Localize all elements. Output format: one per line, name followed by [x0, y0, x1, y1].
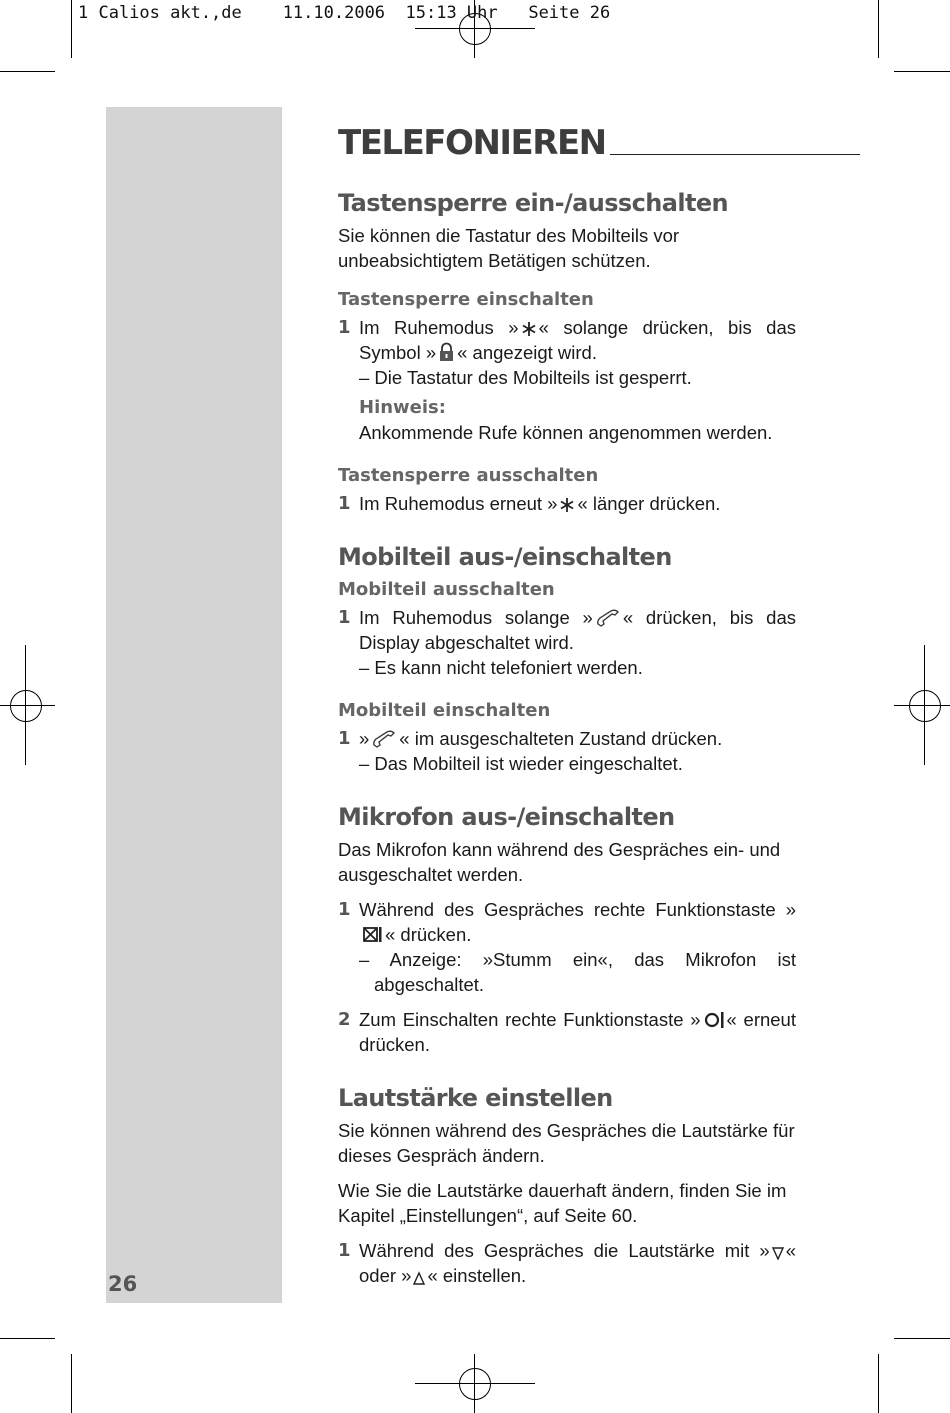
note-text: Ankommende Rufe können angenommen werden. [359, 422, 773, 443]
print-header: 1 Calios akt.,de 11.10.2006 15:13 Uhr Seite 26 [78, 3, 611, 23]
step-text: Im Ruhemodus erneut » « länger drücken. [359, 493, 721, 514]
subsection-title: Mobilteil einschalten [338, 700, 551, 721]
page-number: 26 [108, 1272, 138, 1296]
section-intro: Sie können die Tastatur des Mobilteils vor unbeabsichtigtem Betätigen schützen. [338, 225, 680, 271]
instruction-step [338, 315, 796, 365]
unmute-soft-key-icon [703, 1011, 725, 1029]
instruction-step [338, 726, 796, 751]
step-text: Zum Einschalten rechte Funktionstaste » « erneut drücken. [359, 1009, 796, 1055]
step-text: » « im ausgeschalteten Zustand drücken. [359, 728, 723, 749]
section-microphone [338, 802, 796, 1057]
chapter-rule [610, 154, 860, 155]
instruction-step [338, 897, 796, 947]
page-content [338, 120, 796, 1314]
step-number: 1 [338, 493, 351, 514]
volume-up-triangle-icon [413, 1271, 425, 1285]
registration-circle [909, 690, 941, 722]
section-title: Lautstärke einstellen [338, 1084, 613, 1112]
section-title: Mikrofon aus-/einschalten [338, 803, 675, 831]
volume-down-triangle-icon [772, 1246, 784, 1260]
instruction-step [338, 1007, 796, 1057]
step-text: Während des Gespräches rechte Funktionstaste »« drücken. [359, 899, 796, 945]
step-result: – Es kann nicht telefoniert werden. [359, 657, 643, 678]
subsection-title: Mobilteil ausschalten [338, 579, 555, 600]
handset-key-icon [595, 609, 621, 627]
mute-soft-key-icon [361, 926, 383, 944]
registration-circle [10, 690, 42, 722]
section-intro: Das Mikrofon kann während des Gespräches ein- und ausgeschaltet werden. [338, 839, 781, 885]
asterisk-key-icon [559, 497, 575, 513]
step-number: 1 [338, 607, 351, 628]
chapter-title: TELEFONIEREN [338, 123, 606, 163]
section-handset-power [338, 542, 796, 776]
asterisk-key-icon [521, 321, 537, 337]
crop-mark [0, 71, 55, 72]
registration-circle [459, 1368, 491, 1400]
crop-mark [71, 1354, 72, 1413]
chapter-heading [338, 120, 796, 166]
crop-mark [894, 1338, 950, 1339]
lock-icon [438, 342, 455, 362]
step-number: 2 [338, 1009, 351, 1030]
note-label: Hinweis: [359, 397, 446, 418]
step-number: 1 [338, 317, 351, 338]
instruction-step [338, 491, 796, 516]
section-title: Mobilteil aus-/einschalten [338, 543, 672, 571]
step-number: 1 [338, 899, 351, 920]
step-result: – Das Mobilteil ist wieder eingeschaltet. [359, 753, 683, 774]
paragraph: Wie Sie die Lautstärke dauerhaft ändern, finden Sie im Kapitel „Einstellungen“, auf Seite 60. [338, 1180, 787, 1226]
instruction-step [338, 605, 796, 655]
instruction-step [338, 1238, 796, 1288]
section-title: Tastensperre ein-/ausschalten [338, 189, 728, 217]
crop-mark [894, 71, 950, 72]
step-number: 1 [338, 728, 351, 749]
section-volume [338, 1083, 796, 1288]
sidebar-band [106, 107, 282, 1303]
step-result: – Die Tastatur des Mobilteils ist gesperrt. [359, 367, 692, 388]
paragraph: Sie können während des Gespräches die Lautstärke für dieses Gespräch ändern. [338, 1120, 795, 1166]
step-result: – Anzeige: »Stumm ein«, das Mikrofon ist abgeschaltet. [359, 949, 796, 995]
handset-key-icon [371, 730, 397, 748]
crop-mark [0, 1338, 55, 1339]
step-text: Während des Gespräches die Lautstärke mit » « oder » « einstellen. [359, 1240, 796, 1286]
crop-mark [878, 1354, 879, 1413]
section-key-lock [338, 188, 796, 516]
step-text: Im Ruhemodus » « solange drücken, bis das Symbol » « angezeigt wird. [359, 317, 797, 363]
step-text: Im Ruhemodus solange » « drücken, bis das Display abgeschaltet wird. [359, 607, 796, 653]
subsection-title: Tastensperre einschalten [338, 289, 594, 310]
crop-mark [878, 0, 879, 58]
subsection-title: Tastensperre ausschalten [338, 465, 599, 486]
step-number: 1 [338, 1240, 351, 1261]
crop-mark [71, 0, 72, 58]
